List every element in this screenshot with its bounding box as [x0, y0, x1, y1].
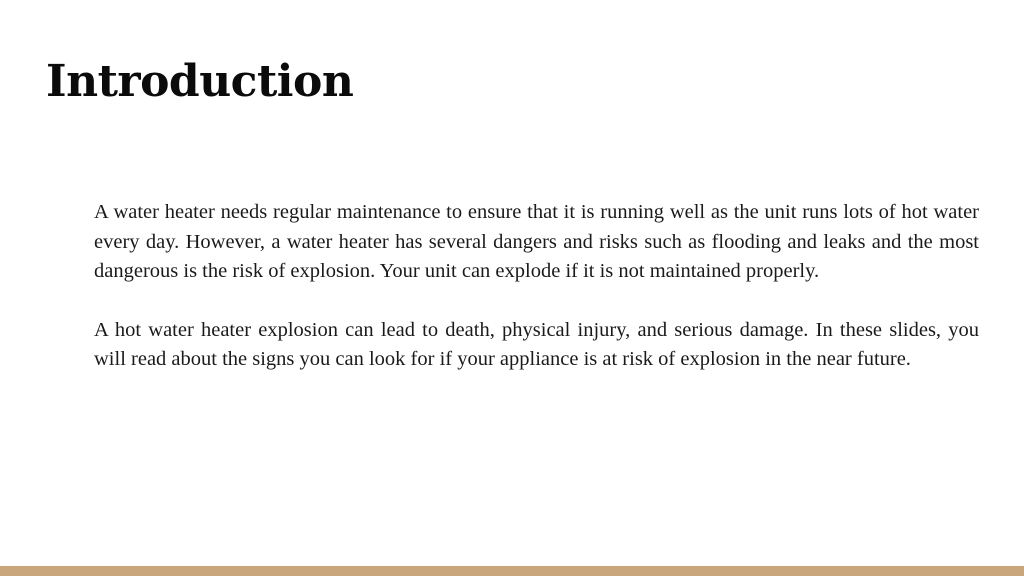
intro-paragraph-1: A water heater needs regular maintenance to ensure that it is running well as the unit runs lots of hot water every day. However, a water heater has several dangers and risks such as flooding and leaks and the most dangerous is the risk of explosion. Your unit can explode if it is not maintained properly. — [94, 201, 979, 282]
intro-paragraph-2: A hot water heater explosion can lead to death, physical injury, and serious damage. In these slides, you will read about the signs you can look for if your appliance is at risk of explosion in the near future. — [94, 318, 979, 370]
slide-body — [94, 198, 979, 375]
slide-title: Introduction — [46, 56, 354, 107]
footer-accent-bar — [0, 566, 1024, 576]
